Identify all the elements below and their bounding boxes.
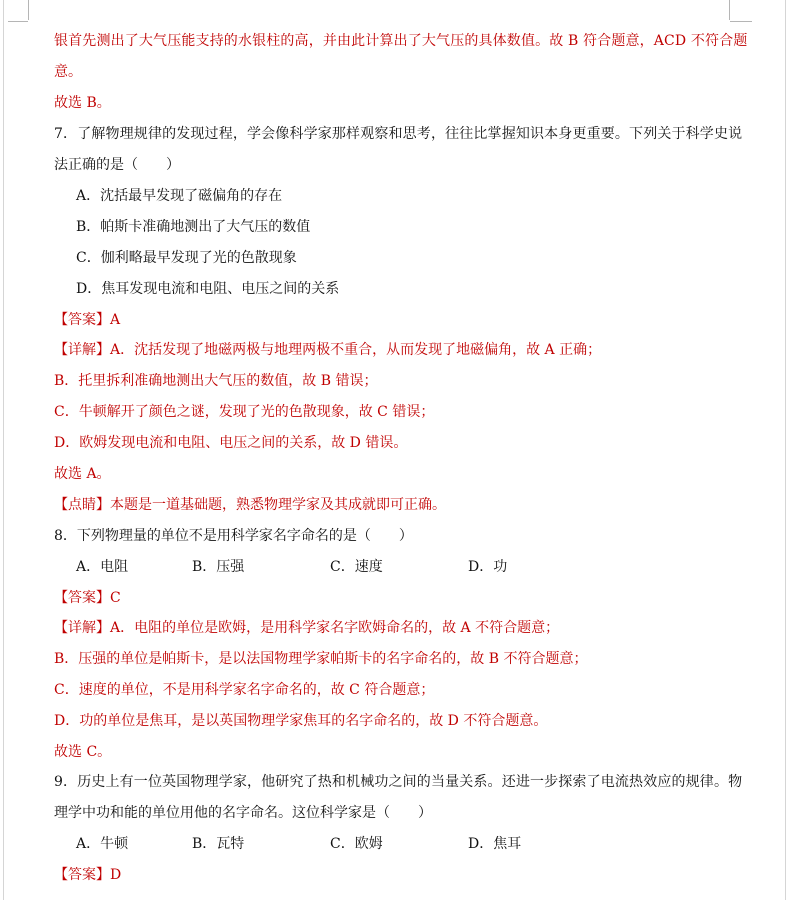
explanation-line: C．牛顿解开了颜色之谜，发现了光的色散现象，故 C 错误；: [54, 404, 435, 420]
explanation-line: 【详解】A．电阻的单位是欧姆，是用科学家名字欧姆命名的，故 A 不符合题意；: [54, 620, 560, 636]
question-7-option-b: B．帕斯卡准确地测出了大气压的数值: [76, 219, 311, 235]
answer-conclusion: 故选 B。: [54, 95, 111, 111]
comment-line: 【点睛】本题是一道基础题，熟悉物理学家及其成就即可正确。: [54, 497, 446, 513]
explanation-line: D．欧姆发现电流和电阻、电压之间的关系，故 D 错误。: [54, 435, 408, 451]
page-right-edge: [785, 0, 786, 900]
crop-mark-left-vertical: [28, 0, 29, 20]
explanation-line: B．托里拆利准确地测出大气压的数值，故 B 错误；: [54, 373, 378, 389]
explanation-line: B．压强的单位是帕斯卡，是以法国物理学家帕斯卡的名字命名的，故 B 不符合题意；: [54, 651, 588, 667]
question-7-stem-cont: 法正确的是（ ）: [54, 157, 180, 173]
crop-mark-right-horizontal: [730, 21, 752, 22]
explanation-line: 银首先测出了大气压能支持的水银柱的高，并由此计算出了大气压的具体数值。故 B 符合题意，ACD 不符合题: [54, 33, 748, 49]
explanation-line: 意。: [54, 64, 82, 80]
crop-mark-right-vertical: [729, 0, 730, 20]
question-7-option-d: D．焦耳发现电流和电阻、电压之间的关系: [76, 281, 340, 297]
question-8-option-d: D．功: [468, 559, 508, 575]
answer-conclusion: 故选 A。: [54, 466, 111, 482]
explanation-line: D．功的单位是焦耳，是以英国物理学家焦耳的名字命名的，故 D 不符合题意。: [54, 713, 548, 729]
answer-label: 【答案】A: [54, 312, 121, 328]
answer-conclusion: 故选 C。: [54, 744, 112, 760]
question-9-stem-cont: 理学中功和能的单位用他的名字命名。这位科学家是（ ）: [54, 805, 432, 821]
question-9-option-c: C．欧姆: [330, 836, 383, 852]
crop-mark-left-horizontal: [8, 21, 28, 22]
question-9-option-a: A．牛顿: [76, 836, 129, 852]
question-7-option-a: A．沈括最早发现了磁偏角的存在: [76, 188, 283, 204]
question-9-stem: 9．历史上有一位英国物理学家，他研究了热和机械功之间的当量关系。还进一步探索了电流热效应的规律。物: [54, 774, 743, 790]
question-8-option-b: B．压强: [192, 559, 245, 575]
answer-label: 【答案】C: [54, 590, 121, 606]
question-8-option-a: A．电阻: [76, 559, 129, 575]
question-7-option-c: C．伽利略最早发现了光的色散现象: [76, 250, 297, 266]
question-9-option-b: B．瓦特: [192, 836, 245, 852]
explanation-line: C．速度的单位，不是用科学家名字命名的，故 C 符合题意；: [54, 682, 435, 698]
question-7-stem: 7．了解物理规律的发现过程，学会像科学家那样观察和思考，往往比掌握知识本身更重要。下列关于科学史说: [54, 126, 743, 142]
page-left-edge: [3, 0, 4, 900]
question-8-stem: 8．下列物理量的单位不是用科学家名字命名的是（ ）: [54, 528, 413, 544]
question-9-option-d: D．焦耳: [468, 836, 522, 852]
explanation-line: 【详解】A．沈括发现了地磁两极与地理两极不重合，从而发现了地磁偏角，故 A 正确；: [54, 342, 602, 358]
question-8-option-c: C．速度: [330, 559, 383, 575]
answer-label: 【答案】D: [54, 867, 122, 883]
